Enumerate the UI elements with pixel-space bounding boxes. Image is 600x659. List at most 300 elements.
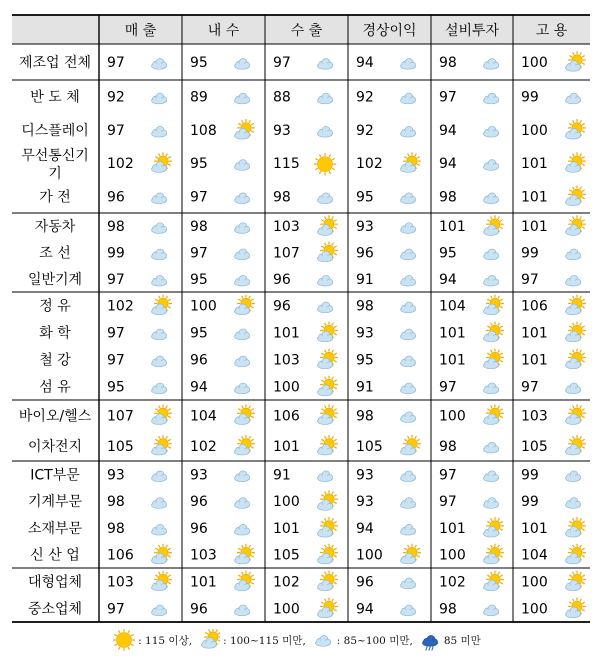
cell-value: 100 xyxy=(521,601,548,618)
sun-cloud-icon xyxy=(566,216,586,236)
table-row xyxy=(28,571,585,591)
cell-value: 93 xyxy=(273,122,291,139)
cloud-icon xyxy=(318,126,333,137)
cloud-icon xyxy=(152,524,167,535)
cell-value: 98 xyxy=(356,298,374,315)
cloud-icon xyxy=(401,498,416,509)
cell-value: 97 xyxy=(521,379,539,396)
cell-value: 102 xyxy=(107,156,134,173)
cell-value: 92 xyxy=(356,89,374,106)
sun-cloud-icon xyxy=(152,405,172,425)
row-label: 일반기계 xyxy=(27,271,83,288)
cell-value: 92 xyxy=(107,89,125,106)
cloud-icon xyxy=(152,93,167,104)
cell-value: 102 xyxy=(273,574,300,591)
cell-value: 97 xyxy=(190,245,208,262)
cell-value: 103 xyxy=(107,574,134,591)
sun-cloud-icon xyxy=(152,295,172,315)
column-header: 설비투자 xyxy=(444,23,500,39)
cell-value: 98 xyxy=(439,55,457,71)
cloud-icon xyxy=(401,249,416,260)
cloud-icon xyxy=(235,160,250,171)
cell-value: 93 xyxy=(356,219,374,236)
cell-value: 96 xyxy=(190,601,208,618)
cell-value: 105 xyxy=(356,438,383,455)
sun-cloud-icon xyxy=(318,571,338,591)
table-row xyxy=(39,376,580,396)
cloud-icon xyxy=(235,605,250,616)
cloud-icon xyxy=(566,383,581,394)
cloud-icon xyxy=(484,160,499,171)
cloud-icon xyxy=(152,275,167,286)
cloud-icon xyxy=(484,93,499,104)
sun-cloud-icon xyxy=(566,295,586,315)
cloud-icon xyxy=(235,383,250,394)
sun-cloud-icon xyxy=(566,598,586,618)
cell-value: 97 xyxy=(439,467,457,484)
cell-value: 106 xyxy=(521,298,548,315)
sun-cloud-icon xyxy=(566,186,586,206)
cell-value: 94 xyxy=(439,122,457,139)
cell-value: 101 xyxy=(439,219,466,236)
cloud-icon xyxy=(484,275,499,286)
cloud-icon xyxy=(152,59,167,70)
cell-value: 96 xyxy=(190,352,208,369)
table-row xyxy=(30,467,580,483)
cell-value: 104 xyxy=(521,547,548,564)
cell-value: 96 xyxy=(107,189,125,206)
cell-value: 99 xyxy=(521,89,539,106)
cloud-icon xyxy=(152,498,167,509)
cell-value: 97 xyxy=(107,325,125,342)
table-row xyxy=(28,491,581,511)
sun-cloud-icon xyxy=(235,295,255,315)
row-label: 조 선 xyxy=(39,245,71,262)
cloud-icon xyxy=(401,412,416,423)
cell-value: 101 xyxy=(521,352,548,369)
table-row xyxy=(19,405,586,425)
cell-value: 95 xyxy=(190,325,208,342)
column-header: 수 출 xyxy=(290,23,323,39)
sun-cloud-icon xyxy=(484,405,504,425)
cell-value: 101 xyxy=(273,438,300,455)
cloud-icon xyxy=(235,329,250,340)
cloud-icon xyxy=(235,193,250,204)
cell-value: 98 xyxy=(273,189,291,206)
table-row xyxy=(30,544,585,564)
legend-item xyxy=(419,629,481,651)
cell-value: 104 xyxy=(439,298,466,315)
legend-label: : 85~100 미만, xyxy=(336,634,413,647)
cloud-icon xyxy=(152,193,167,204)
table-row xyxy=(39,242,580,262)
legend-item xyxy=(113,629,192,651)
row-label: 바이오/헬스 xyxy=(18,408,92,425)
table-row xyxy=(28,271,581,288)
cell-value: 108 xyxy=(190,122,217,139)
cell-value: 106 xyxy=(273,408,300,425)
cloud-icon xyxy=(484,249,499,260)
cloud-icon xyxy=(152,329,167,340)
cell-value: 97 xyxy=(439,89,457,106)
cell-value: 97 xyxy=(107,122,125,139)
cell-value: 92 xyxy=(356,122,374,139)
cell-value: 94 xyxy=(190,379,208,396)
cell-value: 97 xyxy=(273,55,291,71)
cloud-icon xyxy=(152,605,167,616)
cell-value: 102 xyxy=(439,574,466,591)
cloud-icon xyxy=(484,383,499,394)
cloud-icon xyxy=(152,249,167,260)
sun-cloud-icon xyxy=(484,322,504,342)
cloud-icon xyxy=(401,356,416,367)
sun-cloud-icon xyxy=(318,376,338,396)
cell-value: 100 xyxy=(439,547,466,564)
cell-value: 98 xyxy=(439,438,457,455)
cell-value: 101 xyxy=(521,156,548,173)
sun-cloud-icon xyxy=(235,435,255,455)
cloud-icon xyxy=(318,59,333,70)
cell-value: 101 xyxy=(190,574,217,591)
cell-value: 101 xyxy=(521,219,548,236)
sun-icon xyxy=(113,629,135,651)
cell-value: 88 xyxy=(273,89,291,106)
sun-cloud-icon xyxy=(484,216,504,236)
cell-value: 94 xyxy=(439,271,457,288)
cell-value: 98 xyxy=(107,219,125,236)
rain-cloud-icon xyxy=(419,629,441,651)
cloud-icon xyxy=(401,524,416,535)
sun-cloud-icon xyxy=(401,435,421,455)
cell-value: 96 xyxy=(356,574,374,591)
sun-cloud-icon xyxy=(318,349,338,369)
cell-value: 101 xyxy=(439,325,466,342)
cloud-icon xyxy=(318,93,333,104)
cell-value: 100 xyxy=(273,601,300,618)
table-row xyxy=(30,89,580,106)
cell-value: 95 xyxy=(190,271,208,288)
cell-value: 89 xyxy=(190,89,208,106)
row-label: 자동차 xyxy=(34,219,76,236)
sun-cloud-icon xyxy=(566,517,586,537)
cloud-icon xyxy=(152,356,167,367)
cloud-icon xyxy=(401,93,416,104)
row-label: 신 산 업 xyxy=(30,547,80,564)
sun-cloud-icon xyxy=(235,571,255,591)
cloud-icon xyxy=(401,383,416,394)
cloud-icon xyxy=(235,524,250,535)
cloud-icon xyxy=(401,223,416,234)
cell-value: 93 xyxy=(107,467,125,484)
cloud-icon xyxy=(484,126,499,137)
cell-value: 94 xyxy=(356,601,374,618)
cell-value: 97 xyxy=(521,271,539,288)
legend-label: : 100~115 미만, xyxy=(223,634,306,647)
cell-value: 93 xyxy=(356,467,374,484)
sun-cloud-icon xyxy=(401,544,421,564)
cell-value: 100 xyxy=(521,574,548,591)
sun-cloud-icon xyxy=(318,242,338,262)
sun-cloud-icon xyxy=(566,405,586,425)
row-label: 제조업 전체 xyxy=(18,55,92,71)
sun-cloud-icon xyxy=(152,153,172,173)
cloud-icon xyxy=(401,329,416,340)
cell-value: 100 xyxy=(439,408,466,425)
cloud-icon xyxy=(401,578,416,589)
cell-value: 105 xyxy=(107,438,134,455)
sun-cloud-icon xyxy=(566,52,586,72)
cell-value: 101 xyxy=(439,352,466,369)
row-label: 섬 유 xyxy=(39,379,71,396)
cell-value: 102 xyxy=(107,298,134,315)
cell-value: 98 xyxy=(107,494,125,511)
cell-value: 99 xyxy=(521,494,539,511)
row-label: 정 유 xyxy=(39,298,71,315)
table-row xyxy=(39,295,585,315)
column-header: 매 출 xyxy=(124,23,157,39)
column-header: 고 용 xyxy=(535,23,568,39)
cloud-icon xyxy=(484,471,499,482)
cell-value: 93 xyxy=(190,467,208,484)
cell-value: 93 xyxy=(356,325,374,342)
sun-cloud-icon xyxy=(235,405,255,425)
sun-cloud-icon xyxy=(484,517,504,537)
row-label: 대형업체 xyxy=(27,574,83,591)
cloud-icon xyxy=(484,605,499,616)
sun-icon xyxy=(314,153,335,174)
cloud-icon xyxy=(401,471,416,482)
cloud-icon xyxy=(484,193,499,204)
table-row xyxy=(19,52,585,72)
cell-value: 94 xyxy=(356,55,374,71)
cell-value: 97 xyxy=(190,189,208,206)
legend-item xyxy=(312,629,413,651)
sun-cloud-icon xyxy=(152,544,172,564)
cell-value: 98 xyxy=(439,601,457,618)
row-label: 화 학 xyxy=(39,325,71,342)
cloud-icon xyxy=(566,498,581,509)
cloud-icon xyxy=(235,498,250,509)
sun-cloud-icon xyxy=(152,435,172,455)
cloud-icon xyxy=(566,93,581,104)
cloud-icon xyxy=(566,249,581,260)
cell-value: 94 xyxy=(439,156,457,173)
cloud-icon xyxy=(484,498,499,509)
table-row xyxy=(28,435,585,455)
cloud-icon xyxy=(401,275,416,286)
sun-cloud-icon xyxy=(566,153,586,173)
cell-value: 107 xyxy=(273,245,300,262)
cell-value: 105 xyxy=(273,547,300,564)
cell-value: 103 xyxy=(273,219,300,236)
cell-value: 101 xyxy=(273,520,300,537)
cell-value: 101 xyxy=(521,325,548,342)
cell-value: 91 xyxy=(356,379,374,396)
sun-cloud-icon xyxy=(318,435,338,455)
cloud-icon xyxy=(152,383,167,394)
cell-value: 97 xyxy=(107,601,125,618)
sun-cloud-icon xyxy=(566,119,586,139)
row-label: ICT부문 xyxy=(30,467,80,484)
legend-label: 85 미만 xyxy=(443,634,481,647)
cell-value: 96 xyxy=(356,245,374,262)
column-header: 내 수 xyxy=(207,23,240,39)
row-label: 철 강 xyxy=(39,352,71,369)
cell-value: 101 xyxy=(521,520,548,537)
table-row xyxy=(28,598,585,618)
cell-value: 96 xyxy=(190,494,208,511)
sun-cloud-icon xyxy=(152,571,172,591)
cloud-icon xyxy=(235,249,250,260)
cell-value: 101 xyxy=(521,189,548,206)
row-label: 가 전 xyxy=(39,189,71,206)
cell-value: 102 xyxy=(356,156,383,173)
cloud-icon xyxy=(312,629,334,651)
table-row xyxy=(35,216,586,236)
row-label: 반 도 체 xyxy=(30,89,80,106)
cloud-icon xyxy=(152,471,167,482)
row-label: 소재부문 xyxy=(27,520,83,537)
cloud-icon xyxy=(401,605,416,616)
cell-value: 99 xyxy=(107,245,125,262)
cell-value: 103 xyxy=(273,352,300,369)
sun-cloud-icon xyxy=(318,598,338,618)
legend-label: : 115 이상, xyxy=(138,634,193,647)
sun-cloud-icon xyxy=(484,571,504,591)
table-row xyxy=(39,186,585,206)
cell-value: 105 xyxy=(521,438,548,455)
cell-value: 107 xyxy=(107,408,134,425)
row-label: 기 xyxy=(48,166,62,183)
cell-value: 94 xyxy=(356,520,374,537)
row-label: 무선통신기 xyxy=(21,148,89,165)
table-row xyxy=(21,119,585,139)
row-label: 디스플레이 xyxy=(21,122,89,139)
cell-value: 96 xyxy=(273,271,291,288)
cell-value: 97 xyxy=(107,352,125,369)
row-label: 중소업체 xyxy=(27,601,83,618)
cell-value: 99 xyxy=(521,245,539,262)
row-label: 기계부문 xyxy=(27,494,83,511)
cell-value: 101 xyxy=(439,520,466,537)
cloud-icon xyxy=(566,275,581,286)
cell-value: 96 xyxy=(190,520,208,537)
cloud-icon xyxy=(235,356,250,367)
sun-cloud-icon xyxy=(235,119,255,139)
cell-value: 95 xyxy=(439,245,457,262)
cloud-icon xyxy=(566,471,581,482)
cloud-icon xyxy=(152,126,167,137)
sun-cloud-icon xyxy=(566,544,586,564)
cell-value: 103 xyxy=(521,408,548,425)
sun-cloud-icon xyxy=(401,153,421,173)
cloud-icon xyxy=(235,471,250,482)
cloud-icon xyxy=(318,193,333,204)
sun-cloud-icon xyxy=(318,405,338,425)
sun-cloud-icon xyxy=(198,629,220,651)
cell-value: 103 xyxy=(190,547,217,564)
table-row xyxy=(39,322,585,342)
sun-cloud-icon xyxy=(484,349,504,369)
cell-value: 100 xyxy=(521,55,548,71)
cell-value: 93 xyxy=(356,494,374,511)
legend xyxy=(0,628,600,652)
cell-value: 91 xyxy=(356,271,374,288)
sun-cloud-icon xyxy=(318,491,338,511)
cell-value: 95 xyxy=(356,189,374,206)
table-row xyxy=(21,147,585,182)
cell-value: 102 xyxy=(190,438,217,455)
cloud-icon xyxy=(235,223,250,234)
cell-value: 98 xyxy=(190,219,208,236)
cell-value: 95 xyxy=(190,156,208,173)
cloud-icon xyxy=(152,223,167,234)
cell-value: 115 xyxy=(273,156,300,173)
cell-value: 97 xyxy=(439,379,457,396)
cloud-icon xyxy=(401,193,416,204)
table-row xyxy=(39,349,585,369)
cell-value: 100 xyxy=(273,379,300,396)
cell-value: 97 xyxy=(107,271,125,288)
cell-value: 100 xyxy=(521,122,548,139)
row-label: 이차전지 xyxy=(27,438,83,455)
cell-value: 100 xyxy=(190,298,217,315)
sun-cloud-icon xyxy=(484,544,504,564)
legend-item xyxy=(198,629,306,651)
cell-value: 91 xyxy=(273,467,291,484)
cloud-icon xyxy=(484,59,499,70)
cell-value: 98 xyxy=(439,189,457,206)
cell-value: 96 xyxy=(273,298,291,315)
cell-value: 106 xyxy=(107,547,134,564)
cell-value: 99 xyxy=(521,467,539,484)
cell-value: 100 xyxy=(356,547,383,564)
cell-value: 97 xyxy=(439,494,457,511)
column-header: 경상이익 xyxy=(362,23,417,39)
cell-value: 100 xyxy=(273,494,300,511)
cloud-icon xyxy=(318,471,333,482)
cell-value: 104 xyxy=(190,408,217,425)
table-row xyxy=(28,517,585,537)
cell-value: 95 xyxy=(107,379,125,396)
sun-cloud-icon xyxy=(318,322,338,342)
sun-cloud-icon xyxy=(235,544,255,564)
cell-value: 98 xyxy=(107,520,125,537)
cell-value: 95 xyxy=(356,352,374,369)
sun-cloud-icon xyxy=(566,322,586,342)
sun-cloud-icon xyxy=(318,517,338,537)
sun-cloud-icon xyxy=(566,435,586,455)
cell-value: 97 xyxy=(107,55,125,71)
cell-value: 95 xyxy=(190,55,208,71)
cell-value: 101 xyxy=(273,325,300,342)
cloud-icon xyxy=(484,442,499,453)
sun-cloud-icon xyxy=(318,544,338,564)
cloud-icon xyxy=(318,302,333,313)
sun-cloud-icon xyxy=(566,571,586,591)
cloud-icon xyxy=(401,59,416,70)
cell-value: 98 xyxy=(356,408,374,425)
sun-cloud-icon xyxy=(318,216,338,236)
cloud-icon xyxy=(401,126,416,137)
cloud-icon xyxy=(235,93,250,104)
cloud-icon xyxy=(401,302,416,313)
sun-cloud-icon xyxy=(566,349,586,369)
sun-cloud-icon xyxy=(484,295,504,315)
cloud-icon xyxy=(235,275,250,286)
cloud-icon xyxy=(318,275,333,286)
cloud-icon xyxy=(235,59,250,70)
